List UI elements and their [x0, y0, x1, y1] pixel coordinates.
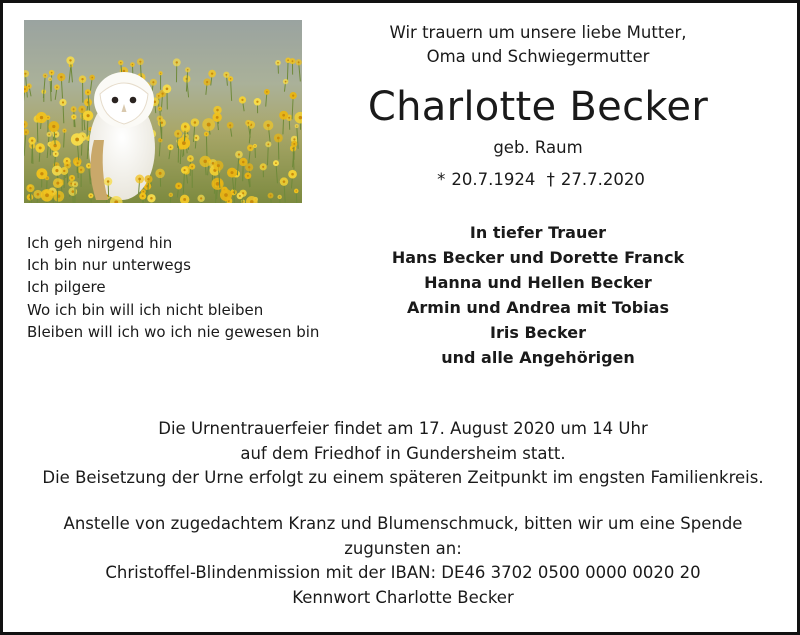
mourners-line: Iris Becker — [490, 323, 586, 342]
ceremony-info — [3, 417, 800, 491]
donation-line: zugunsten an: — [344, 538, 462, 558]
ceremony-line: Die Urnentrauerfeier findet am 17. August 2020 um 14 Uhr — [158, 419, 648, 438]
donation-line: Kennwort Charlotte Becker — [292, 587, 514, 607]
life-dates — [333, 167, 743, 193]
poem-line: Ich pilgere — [27, 278, 106, 297]
heading-line: Oma und Schwiegermutter — [426, 47, 650, 66]
death-date: 27.7.2020 — [560, 170, 645, 189]
mourners-line: Hans Becker und Dorette Franck — [391, 248, 685, 267]
heading-text — [333, 21, 743, 69]
poem-line: Ich geh nirgend hin — [27, 234, 173, 252]
poem-line: Wo ich bin will ich nicht bleiben — [27, 300, 264, 319]
mourners-line: In tiefer Trauer — [469, 223, 607, 242]
ceremony-line: Die Beisetzung der Urne erfolgt zu einem späteren Zeitpunkt im engsten Familienkreis. — [42, 468, 764, 487]
owl-photo — [24, 20, 302, 203]
heading-line: Wir trauern um unsere liebe Mutter, — [389, 23, 687, 42]
mourners-list — [333, 220, 743, 370]
birth-date: 20.7.1924 — [451, 170, 536, 189]
poem-line: Ich bin nur unterwegs — [27, 256, 191, 275]
donation-info — [3, 512, 800, 610]
poem-line: Bleiben will ich wo ich nie gewesen bin — [27, 322, 320, 341]
poem — [27, 232, 327, 343]
birth-star-icon: * — [437, 170, 446, 189]
maiden-name: geb. Raum — [493, 138, 583, 157]
donation-line: Christoffel-Blindenmission mit der IBAN: DE46 3702 0500 0000 0020 20 — [105, 563, 701, 582]
death-cross-icon: † — [546, 170, 555, 189]
donation-line: Anstelle von zugedachtem Kranz und Blumenschmuck, bitten wir um eine Spende — [63, 514, 743, 533]
deceased-name: Charlotte Becker — [367, 84, 709, 130]
mourners-line: Hanna und Hellen Becker — [424, 273, 652, 292]
mourners-line: und alle Angehörigen — [441, 348, 635, 367]
ceremony-line: auf dem Friedhof in Gundersheim statt. — [240, 443, 566, 463]
barn-owl-icon — [24, 20, 302, 203]
mourners-line: Armin und Andrea mit Tobias — [407, 298, 669, 317]
